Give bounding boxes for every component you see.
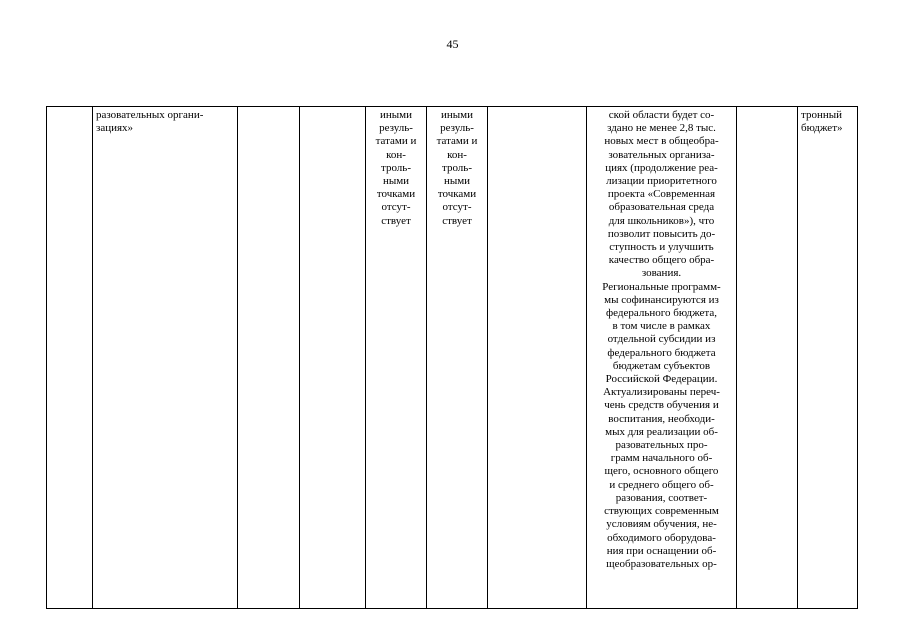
cell-text-line: для школьников»), что [608,214,715,227]
cell-text-line: образовательная среда [608,201,715,214]
table-cell-4 [300,107,366,609]
cell-text-line: точками [376,188,416,201]
cell-text-line: проекта «Современная [607,188,716,201]
cell-text-line: отдельной субсидии из [607,333,716,346]
cell-text-line: чень средств обучения и [604,399,719,412]
cell-text-line: ступность и улучшить [609,241,714,254]
cell-text-line: ствует [442,214,472,227]
cell-text-line: и среднего общего об- [609,478,714,491]
cell-text-line: воспитания, необходи- [608,412,715,425]
document-table [46,106,858,609]
cell-text-line: бюджет» [801,122,843,135]
cell-text-line: резуль- [440,122,474,135]
table-cell-6 [427,107,488,609]
cell-text-line: бюджетам субъектов [612,359,711,372]
cell-text-line: иными [379,109,412,121]
table-cell-1 [47,107,93,609]
cell-text-line: мы софинансируются из [604,293,719,306]
page-number: 45 [446,37,459,51]
cell-text-line: иными [440,109,473,121]
cell-text-line: федерального бюджета [607,346,716,359]
cell-text-line: разовательных органи- [96,109,204,121]
cell-text-line: циях (продолжение реа- [605,161,718,174]
cell-text-line: зования. [641,267,682,280]
cell-text-line: мых для реализации об- [605,425,718,438]
cell-text-line: ской области будет со- [608,109,715,121]
cell-text-line: ствующих современным [604,505,719,518]
cell-text-line: троль- [442,161,472,174]
cell-text-line: ными [382,175,410,188]
cell-text-line: тронный [801,109,842,121]
cell-text-line: ными [443,175,471,188]
cell-text-line: кон- [386,148,406,161]
cell-text-line: в том числе в рамках [612,320,711,333]
cell-text-line: отсут- [442,201,472,214]
table-cell-7 [488,107,587,609]
table-cell-5 [366,107,427,609]
cell-text-line: щего, основного общего [604,465,719,478]
table-row [47,107,858,609]
cell-text-line: новых мест в общеобра- [604,135,719,148]
cell-text-line: зациях» [96,122,134,135]
cell-text-line: татами и [375,135,417,148]
table-cell-8 [587,107,737,609]
cell-text-line: Региональные программ- [602,280,721,293]
cell-text-line: резуль- [379,122,413,135]
cell-text-line: Актуализированы переч- [603,386,720,399]
cell-text-line: троль- [381,161,411,174]
cell-text-line: зовательных организа- [608,148,715,161]
cell-text-line: лизации приоритетного [606,175,717,188]
cell-text-line: кон- [447,148,467,161]
cell-text-line: условиям обучения, не- [606,518,717,531]
table-cell-9 [737,107,798,609]
cell-text-line: отсут- [381,201,411,214]
cell-text-line: ния при оснащении об- [606,544,717,557]
cell-text-line: обходимого оборудова- [607,531,716,544]
table-cell-2 [93,107,238,609]
cell-text-line: позволит повысить до- [607,227,716,240]
cell-text-line: разовательных про- [615,439,708,452]
cell-text-line: здано не менее 2,8 тыс. [607,122,716,135]
cell-text-line: ствует [381,214,411,227]
table-cell-3 [238,107,300,609]
cell-text-line: федерального бюджета, [606,307,717,320]
cell-text-line: щеобразовательных ор- [606,557,717,570]
cell-text-line: татами и [436,135,478,148]
cell-text-line: Российской Федерации. [605,373,718,386]
cell-text-line: грамм начального об- [610,452,713,465]
cell-text-line: разования, соответ- [615,491,708,504]
cell-text-line: точками [437,188,477,201]
table-cell-10 [798,107,858,609]
cell-text-line: качество общего обра- [608,254,715,267]
